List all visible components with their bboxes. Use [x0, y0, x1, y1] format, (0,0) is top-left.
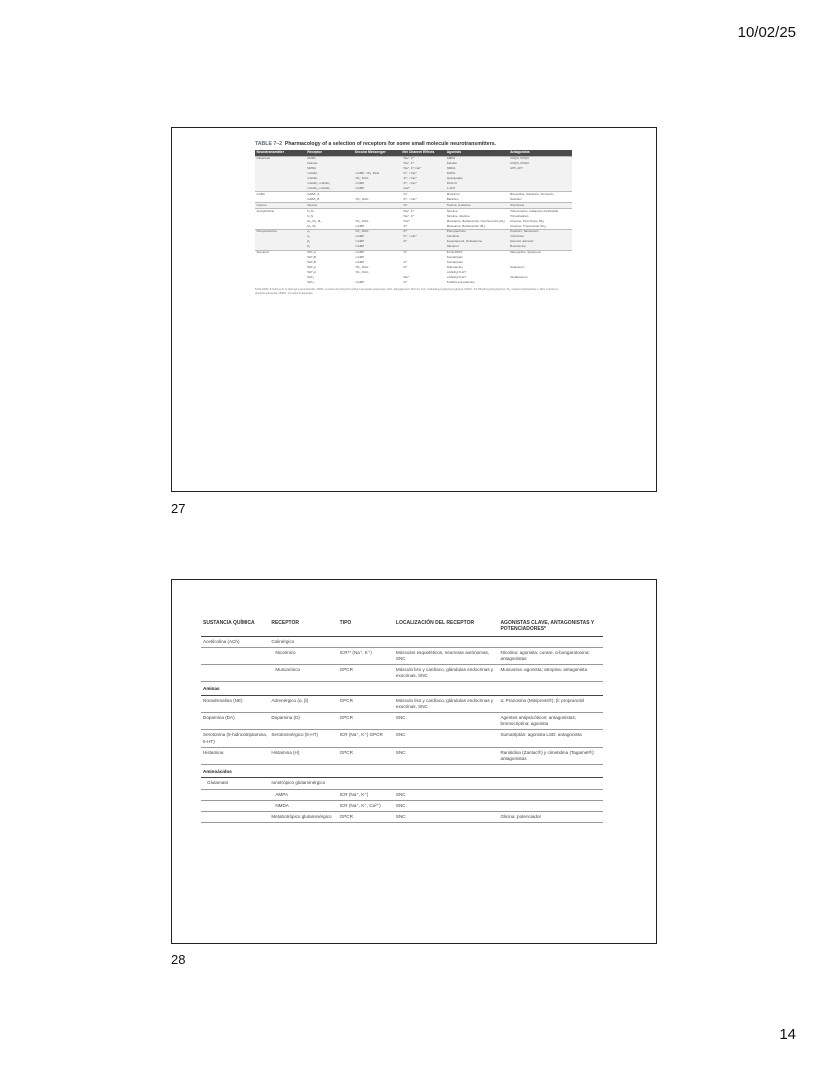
- table-row: [201, 800, 603, 811]
- table-cell: Metabotrópico glutaminérgico: [269, 811, 337, 822]
- table-cell: ↓K⁺, ↑Ca²⁺: [401, 172, 445, 177]
- table-cell: ↑cAMP: [353, 245, 401, 250]
- table-cell: Nicotínico: [269, 647, 337, 664]
- table-cell: ↑IP₃, DAG: [353, 270, 401, 275]
- table-cell: Ranitidina (Zantac®) y cimetidina (Tagamet®): antagonistas: [498, 747, 603, 764]
- table-cell: Acetylcholine: [255, 209, 306, 214]
- table-cell: Nicotine, lobeline: [445, 214, 508, 219]
- table-cell: ↑K⁺, ↓Ca²⁺: [401, 235, 445, 240]
- table-cell: ↑Na⁺, K⁺: [401, 214, 445, 219]
- slide-number: 27: [171, 501, 186, 516]
- column-header: Neurotransmitter: [255, 150, 306, 156]
- table-cell: Serotonin: [255, 250, 306, 255]
- table-cell: ↓K⁺: [401, 265, 445, 270]
- column-header: Second Messenger: [353, 150, 401, 156]
- table-row: [201, 811, 603, 822]
- table-cell: [338, 765, 394, 778]
- table-cell: Ketanserin: [509, 265, 572, 270]
- table-cell: [269, 682, 337, 695]
- table-cell: Prazosin, Tamsulosin: [509, 229, 572, 234]
- table-cell: Muscarine, Bethanechol, Oxotremorine (M₁): [445, 219, 508, 224]
- table-cell: [201, 647, 269, 664]
- table-cell: β₁: [306, 240, 354, 245]
- table-cell: Saclofen: [509, 197, 572, 202]
- table-cell: ↓cAMP: [353, 224, 401, 229]
- table-cell: Músculo liso y cardíaco, glándulas endocrinas y exocrinas, SNC: [394, 665, 499, 682]
- table-cell: Glutamato: [201, 778, 269, 789]
- table-row: [255, 280, 572, 285]
- table-cell: ICR** (Na⁺, K⁺): [338, 647, 394, 664]
- table-cell: Metergoline, Spiperone: [509, 250, 572, 255]
- table-cell: NMDA: [306, 167, 354, 172]
- table-cell: mGluR₁: [306, 172, 354, 177]
- table-cell: Dobutamine: [445, 265, 508, 270]
- table-cell: CNQX, DNQX: [509, 162, 572, 167]
- table-cell: β₂: [306, 245, 354, 250]
- table-cell: AMPA: [269, 789, 337, 800]
- table-cell: NMDA: [445, 167, 508, 172]
- table-cell: ↑Na⁺: [401, 275, 445, 280]
- table-cell: SNC: [394, 713, 499, 730]
- table-cell: Trimethaphan: [509, 214, 572, 219]
- column-header: TIPO: [338, 619, 394, 636]
- table-cell: [269, 765, 337, 778]
- table-cell: M₂, M₄: [306, 224, 354, 229]
- table-cell: Muscarínico: [269, 665, 337, 682]
- table-cell: L-AP4: [445, 186, 508, 191]
- table-cell: GPCR: [338, 695, 394, 712]
- table-cell: Histamina (H): [269, 747, 337, 764]
- column-header: Antagonists: [509, 150, 572, 156]
- table-row: [201, 789, 603, 800]
- column-header: Agonists: [445, 150, 508, 156]
- table-cell: mGluR₅: [306, 176, 354, 181]
- column-header: Receptor: [306, 150, 354, 156]
- table-cell: SNC: [394, 730, 499, 747]
- column-header: AGONISTAS CLAVE, ANTAGONISTAS Y POTENCIADORES*: [498, 619, 603, 636]
- table-row: [201, 695, 603, 712]
- table-cell: [498, 778, 603, 789]
- table-cell: [498, 789, 603, 800]
- table-cell: ↓K⁺: [401, 280, 445, 285]
- column-header: SUSTANCIA QUÍMICA: [201, 619, 269, 636]
- table-cell: 5HT₁D: [306, 260, 354, 265]
- table-cell: Ondansetron: [509, 275, 572, 280]
- table-cell: [394, 765, 499, 778]
- table-cell: ↑cAMP: [353, 240, 401, 245]
- section-row: [201, 682, 603, 695]
- table-cell: ↓cAMP: [353, 235, 401, 240]
- table-cell: ↓K⁺, ↑Ca²⁺: [401, 176, 445, 181]
- table-cell: GABA_A: [306, 192, 354, 197]
- table-cell: [394, 682, 499, 695]
- table-cell: Dopamina (DA): [201, 713, 269, 730]
- table-cell: DHPG: [445, 172, 508, 177]
- column-header: LOCALIZACIÓN DEL RECEPTOR: [394, 619, 499, 636]
- table-cell: CNQX, DNQX: [509, 156, 572, 161]
- table-cell: 5HT₂C: [306, 270, 354, 275]
- table-cell: GPCR: [338, 747, 394, 764]
- table-cell: Ionotrópico glutaminérgico: [269, 778, 337, 789]
- table-cell: ↑IP₃, DAG: [353, 265, 401, 270]
- table-cell: ↓K⁺: [401, 240, 445, 245]
- column-header: Net Channel Effects: [401, 150, 445, 156]
- table-row: [201, 747, 603, 764]
- table-cell: [338, 636, 394, 647]
- table-cell: Atropine, Tropicamide (M₄): [509, 224, 572, 229]
- table-cell: Sumatriptan: [445, 260, 508, 265]
- table-cell: AMPA: [445, 156, 508, 161]
- table-cell: Strychnine: [509, 203, 572, 209]
- table-cell: Baclofen: [445, 197, 508, 202]
- table-cell: Kainate: [306, 162, 354, 167]
- table-cell: 8-OH-DPAT: [445, 250, 508, 255]
- page-date: 10/02/25: [737, 24, 796, 41]
- section-row: [201, 765, 603, 778]
- table-cell: GABA_B: [306, 197, 354, 202]
- table-cell: Histamina: [201, 747, 269, 764]
- table-cell: 5-Methoxytryptamine: [445, 280, 508, 285]
- table-cell: ↑Na⁺, K⁺: [401, 156, 445, 161]
- table-cell: Glicina: potenciador: [498, 811, 603, 822]
- table-cell: α₂: [306, 235, 354, 240]
- table-cell: [498, 636, 603, 647]
- table-cell: Adrenérgico (α, β): [269, 695, 337, 712]
- table-cell: ↑Na⁺, K⁺: [401, 209, 445, 214]
- table-cell: ↑Na⁺, K⁺: [401, 162, 445, 167]
- table-cell: ↓K⁺: [401, 229, 445, 234]
- table-cell: [394, 636, 499, 647]
- table-cell: Muscarina: agonista; atropina: antagonista: [498, 665, 603, 682]
- slide-number: 28: [171, 952, 186, 967]
- table-cell: α-Methyl-5-HT: [445, 270, 508, 275]
- table-cell: ↓cAMP: [353, 256, 401, 261]
- table-cell: Atenolol, Esmolol: [509, 240, 572, 245]
- table-row: [201, 713, 603, 730]
- table-row: [201, 778, 603, 789]
- table-cell: N_M: [306, 209, 354, 214]
- table-cell: Quisqualate: [445, 176, 508, 181]
- table-cell: [498, 682, 603, 695]
- table-cell: mGluR₂, mGluR₃: [306, 181, 354, 186]
- table-cell: [201, 789, 269, 800]
- table-cell: ICR (Na⁺, K⁺) GPCR: [338, 730, 394, 747]
- table-cell: Glycine: [306, 203, 354, 209]
- table-cell: SNC: [394, 800, 499, 811]
- page-number: 14: [779, 1026, 796, 1043]
- table-cell: [498, 765, 603, 778]
- table-body: [201, 619, 603, 823]
- table-cell: Taurine, β-alanine: [445, 203, 508, 209]
- table-cell: Muscarine, Bethanechol (M₂): [445, 224, 508, 229]
- table-cell: Dopamina (D): [269, 713, 337, 730]
- table-cell: Nicotina: agonista; curare, α-bungarotoxina: antagonistas: [498, 647, 603, 664]
- table-cell: Clonidine: [445, 235, 508, 240]
- table-cell: [498, 800, 603, 811]
- table-cell: ↑Na⁺, K⁺,Ca²⁺: [401, 167, 445, 172]
- table-cell: [201, 665, 269, 682]
- table-cell: [201, 800, 269, 811]
- neurotransmitter-table-es: [201, 619, 603, 823]
- table-cell: ↑K⁺: [401, 250, 445, 255]
- column-header: RECEPTOR: [269, 619, 337, 636]
- table-cell: [394, 778, 499, 789]
- table-cell: ↑IP₃, DAG: [353, 229, 401, 234]
- table-cell: Noradrenalina (NE): [201, 695, 269, 712]
- table-cell: ↑K⁺, ↓Ca²⁺: [401, 181, 445, 186]
- table-cell: ICR (Na⁺, K⁺, Ca²⁺): [338, 800, 394, 811]
- table-cell: [338, 682, 394, 695]
- table-cell: ↑Cl⁻: [401, 192, 445, 197]
- table-row: [201, 647, 603, 664]
- table-cell: Aminoácidos: [201, 765, 269, 778]
- table-cell: DCG-IV: [445, 181, 508, 186]
- table-body: [255, 150, 572, 285]
- table-cell: Músculo liso y cardíaco, glándulas endocrinas y exocrinas, SNC: [394, 695, 499, 712]
- table-cell: N_N: [306, 214, 354, 219]
- table-cell: ↓Ca²⁺: [401, 186, 445, 191]
- table-cell: Kainate: [445, 162, 508, 167]
- table-cell: [509, 280, 572, 285]
- table-cell: ↓cAMP: [353, 186, 401, 191]
- table-cell: α₁: [306, 229, 354, 234]
- table-cell: Yohimbine: [509, 235, 572, 240]
- table-title-number: TABLE 7–2: [255, 141, 283, 147]
- table-cell: [255, 280, 306, 285]
- table-row: [201, 636, 603, 647]
- table-cell: GPCR: [338, 811, 394, 822]
- table-cell: ↑Ca²⁺: [401, 219, 445, 224]
- table-cell: SNC: [394, 789, 499, 800]
- table-cell: Norepinephrine: [255, 229, 306, 234]
- table-cell: ↑K⁺, ↓Ca²⁺: [401, 197, 445, 202]
- table-row: [201, 665, 603, 682]
- table-cell: SNC: [394, 747, 499, 764]
- table-cell: 5HT₁A: [306, 250, 354, 255]
- table-cell: NMDA: [269, 800, 337, 811]
- table-cell: GPCR: [338, 665, 394, 682]
- table-cell: α: Prazosina (Minipress®); β: propranolol: [498, 695, 603, 712]
- table-cell: α-Methyl-5-HT: [445, 275, 508, 280]
- table-cell: Albuterol: [445, 245, 508, 250]
- table-cell: [201, 811, 269, 822]
- table-cell: [338, 778, 394, 789]
- table-cell: mGluR₄, mGluR₇: [306, 186, 354, 191]
- table-cell: Atropine, Pirenzipine (M₁): [509, 219, 572, 224]
- table-title-text: Pharmacology of a selection of receptors for some small molecule neurotransmitters.: [284, 141, 496, 147]
- table-cell: Agentes antipsicóticos: antagonistas; bromocriptina: agonista: [498, 713, 603, 730]
- table-cell: AP5, AP7: [509, 167, 572, 172]
- table-cell: 5HT₂A: [306, 265, 354, 270]
- table-cell: ↓K⁺: [401, 260, 445, 265]
- table-cell: ↑IP₃, DAG: [353, 197, 401, 202]
- table-row: [201, 730, 603, 747]
- table-cell: Tubocurarine, Gallamine triethiodide: [509, 209, 572, 214]
- table-title: [255, 141, 572, 147]
- table-cell: ↓cAMP: [353, 181, 401, 186]
- table-cell: ↓cAMP: [353, 250, 401, 255]
- table-cell: ↑cAMP, ↑IP₃, DAG: [353, 172, 401, 177]
- table-cell: Isoproterenol, Dobutamine: [445, 240, 508, 245]
- table-cell: Muscimol: [445, 192, 508, 197]
- table-cell: Glycine: [255, 203, 306, 209]
- table-cell: 5HT₃: [306, 275, 354, 280]
- table-cell: GPCR: [338, 713, 394, 730]
- table-cell: GABA: [255, 192, 306, 197]
- table-cell: Aminas: [201, 682, 269, 695]
- table-footnote: 8-OH-DPAT, 8-hydroxy-N, N-dipropyl-2-aminotetralin; AMPA, α-amino-3-hydroxyl-5-methyl-4-isoxazole-propionate; DAG, diacylglycerol; DCG-IV, 2-(2, 3-dicarboxycyclopropyl) glycine; DHPG, 3,5-Dihydroxyphenylglycine; IP₃, inositol trisphosphate; L-AP4, 2-amino-4-phosphonobutyrate; NMDA, N-methyl-D-aspartate.: [255, 288, 559, 295]
- table-cell: Bicuculline, Gabazine, Picrotoxin: [509, 192, 572, 197]
- table-cell: 5HT₁B: [306, 256, 354, 261]
- table-cell: M₁, M₃, M₅: [306, 219, 354, 224]
- table-cell: Phenylephrine: [445, 229, 508, 234]
- table-cell: ↑IP₃, DAG: [353, 176, 401, 181]
- table-cell: Músculos esqueléticos, neuronas autónomas, SNC: [394, 647, 499, 664]
- table-cell: Serotonina (5-hidroxitriptamina, 5-HT): [201, 730, 269, 747]
- table-cell: AMPA: [306, 156, 354, 161]
- table-cell: ↑cAMP: [353, 280, 401, 285]
- table-cell: ↓cAMP: [353, 260, 401, 265]
- table-cell: Butoxamine: [509, 245, 572, 250]
- table-cell: SNC: [394, 811, 499, 822]
- table-cell: ↑K⁺: [401, 224, 445, 229]
- receptor-pharmacology-table-en: [255, 141, 572, 295]
- table-cell: ↑Cl⁻: [401, 203, 445, 209]
- table-cell: Nicotine: [445, 209, 508, 214]
- table-cell: Sumatriptan: [445, 256, 508, 261]
- table-cell: Colinérgico: [269, 636, 337, 647]
- table-cell: 5HT₄: [306, 280, 354, 285]
- table-cell: Serotoninérgico (5-HT): [269, 730, 337, 747]
- table-cell: Sumatriptán: agonista LSD: antagonista: [498, 730, 603, 747]
- slide-28: [171, 579, 657, 944]
- table-cell: Glutamate: [255, 156, 306, 161]
- slide-27: [171, 127, 657, 492]
- table-cell: ICR (Na⁺, K⁺): [338, 789, 394, 800]
- table-cell: ↑IP₃, DAG: [353, 219, 401, 224]
- table-cell: Acetilcolina (ACh): [201, 636, 269, 647]
